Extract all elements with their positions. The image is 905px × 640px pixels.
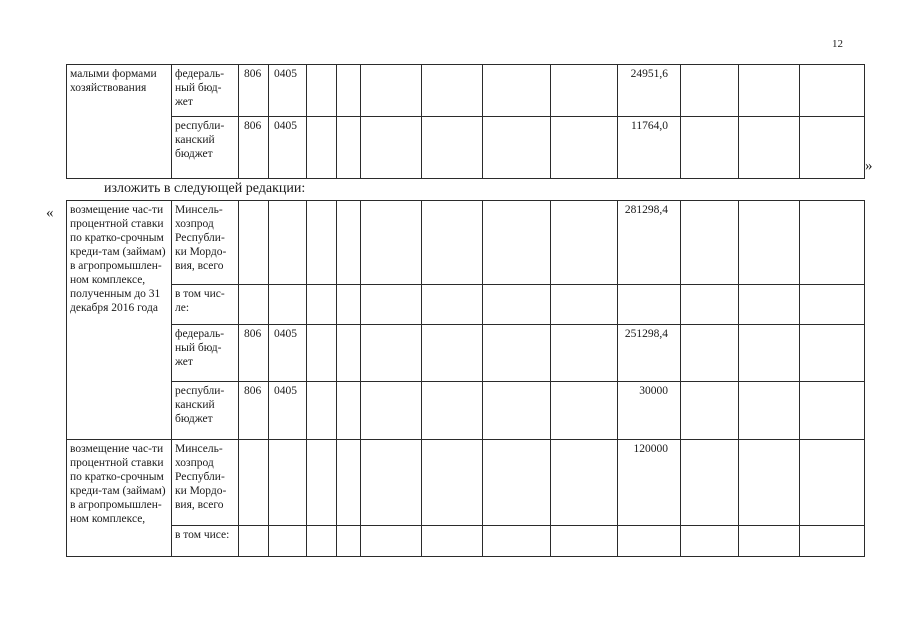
empty-cell xyxy=(681,440,739,526)
ministry-code-cell: 806 xyxy=(239,325,269,382)
empty-cell xyxy=(361,285,422,325)
ministry-code-cell xyxy=(239,440,269,526)
empty-cell xyxy=(681,65,739,117)
empty-cell xyxy=(483,382,551,440)
program-label-cell: малыми формами хозяйствования xyxy=(67,65,172,179)
empty-cell xyxy=(739,65,800,117)
empty-cell xyxy=(337,325,361,382)
empty-cell xyxy=(551,285,618,325)
program-label-cell: возмещение час-ти процентной ставки по кратко-срочным креди-там (займам) в агропромышлен-ном комплексе, xyxy=(67,440,172,557)
empty-cell xyxy=(739,325,800,382)
ministry-code-cell: 806 xyxy=(239,117,269,179)
section-code-cell: 0405 xyxy=(269,325,307,382)
empty-cell xyxy=(483,117,551,179)
empty-cell xyxy=(739,382,800,440)
section-code-cell xyxy=(269,285,307,325)
empty-cell xyxy=(337,201,361,285)
empty-cell xyxy=(483,201,551,285)
empty-cell xyxy=(422,201,483,285)
funding-source-cell: федераль-ный бюд-жет xyxy=(172,325,239,382)
empty-cell xyxy=(483,285,551,325)
empty-cell xyxy=(422,526,483,557)
empty-cell xyxy=(307,325,337,382)
empty-cell xyxy=(337,117,361,179)
funding-source-cell: в том чис-ле: xyxy=(172,285,239,325)
amount-cell: 281298,4 xyxy=(618,201,681,285)
ministry-code-cell xyxy=(239,285,269,325)
instruction-text: изложить в следующей редакции: xyxy=(104,181,306,196)
empty-cell xyxy=(551,201,618,285)
empty-cell xyxy=(307,285,337,325)
empty-cell xyxy=(800,440,865,526)
amount-cell: 120000 xyxy=(618,440,681,526)
empty-cell xyxy=(739,117,800,179)
table-row xyxy=(67,201,865,285)
funding-source-cell: Минсель-хозпрод Республи-ки Мордо-вия, всего xyxy=(172,201,239,285)
empty-cell xyxy=(739,201,800,285)
ministry-code-cell: 806 xyxy=(239,382,269,440)
empty-cell xyxy=(681,325,739,382)
empty-cell xyxy=(422,285,483,325)
ministry-code-cell xyxy=(239,201,269,285)
section-code-cell: 0405 xyxy=(269,117,307,179)
empty-cell xyxy=(739,285,800,325)
empty-cell xyxy=(551,440,618,526)
empty-cell xyxy=(681,285,739,325)
empty-cell xyxy=(361,382,422,440)
empty-cell xyxy=(800,201,865,285)
table-row xyxy=(67,325,865,382)
table-row xyxy=(67,285,865,325)
amount-cell xyxy=(618,285,681,325)
empty-cell xyxy=(800,382,865,440)
empty-cell xyxy=(800,526,865,557)
amount-cell: 30000 xyxy=(618,382,681,440)
budget-table-old xyxy=(66,64,865,179)
table-row xyxy=(67,65,865,117)
table-row xyxy=(67,117,865,179)
ministry-code-cell: 806 xyxy=(239,65,269,117)
program-label-cell: возмещение час-ти процентной ставки по кратко-срочным креди-там (займам) в агропромышлен-ном комплексе, полученным до 31 декабря 2016 года xyxy=(67,201,172,440)
amount-cell: 251298,4 xyxy=(618,325,681,382)
amount-cell: 24951,6 xyxy=(618,65,681,117)
empty-cell xyxy=(422,440,483,526)
empty-cell xyxy=(307,440,337,526)
empty-cell xyxy=(483,440,551,526)
empty-cell xyxy=(307,117,337,179)
table-row xyxy=(67,526,865,557)
closing-quote: » xyxy=(865,158,873,174)
opening-quote: « xyxy=(46,205,54,221)
funding-source-cell: федераль-ный бюд-жет xyxy=(172,65,239,117)
empty-cell xyxy=(307,65,337,117)
empty-cell xyxy=(361,65,422,117)
ministry-code-cell xyxy=(239,526,269,557)
empty-cell xyxy=(551,65,618,117)
empty-cell xyxy=(361,117,422,179)
empty-cell xyxy=(422,382,483,440)
empty-cell xyxy=(337,285,361,325)
empty-cell xyxy=(422,65,483,117)
empty-cell xyxy=(361,440,422,526)
section-code-cell xyxy=(269,201,307,285)
amount-cell: 11764,0 xyxy=(618,117,681,179)
empty-cell xyxy=(483,526,551,557)
empty-cell xyxy=(551,117,618,179)
table-row xyxy=(67,440,865,526)
empty-cell xyxy=(551,325,618,382)
budget-table-new xyxy=(66,200,865,557)
empty-cell xyxy=(739,526,800,557)
amount-cell xyxy=(618,526,681,557)
empty-cell xyxy=(681,117,739,179)
empty-cell xyxy=(551,526,618,557)
section-code-cell: 0405 xyxy=(269,382,307,440)
empty-cell xyxy=(307,382,337,440)
empty-cell xyxy=(739,440,800,526)
funding-source-cell: республи-канский бюджет xyxy=(172,382,239,440)
empty-cell xyxy=(681,382,739,440)
funding-source-cell: в том чисе: xyxy=(172,526,239,557)
section-code-cell: 0405 xyxy=(269,65,307,117)
empty-cell xyxy=(800,285,865,325)
empty-cell xyxy=(337,526,361,557)
empty-cell xyxy=(361,201,422,285)
empty-cell xyxy=(361,325,422,382)
empty-cell xyxy=(307,526,337,557)
empty-cell xyxy=(337,440,361,526)
empty-cell xyxy=(681,526,739,557)
empty-cell xyxy=(551,382,618,440)
empty-cell xyxy=(361,526,422,557)
empty-cell xyxy=(307,201,337,285)
funding-source-cell: Минсель-хозпрод Республи-ки Мордо-вия, всего xyxy=(172,440,239,526)
section-code-cell xyxy=(269,440,307,526)
empty-cell xyxy=(422,117,483,179)
section-code-cell xyxy=(269,526,307,557)
empty-cell xyxy=(800,117,865,179)
empty-cell xyxy=(483,325,551,382)
empty-cell xyxy=(422,325,483,382)
funding-source-cell: республи-канский бюджет xyxy=(172,117,239,179)
empty-cell xyxy=(681,201,739,285)
empty-cell xyxy=(337,65,361,117)
empty-cell xyxy=(483,65,551,117)
empty-cell xyxy=(337,382,361,440)
table-row xyxy=(67,382,865,440)
page-number: 12 xyxy=(832,38,843,50)
empty-cell xyxy=(800,325,865,382)
empty-cell xyxy=(800,65,865,117)
